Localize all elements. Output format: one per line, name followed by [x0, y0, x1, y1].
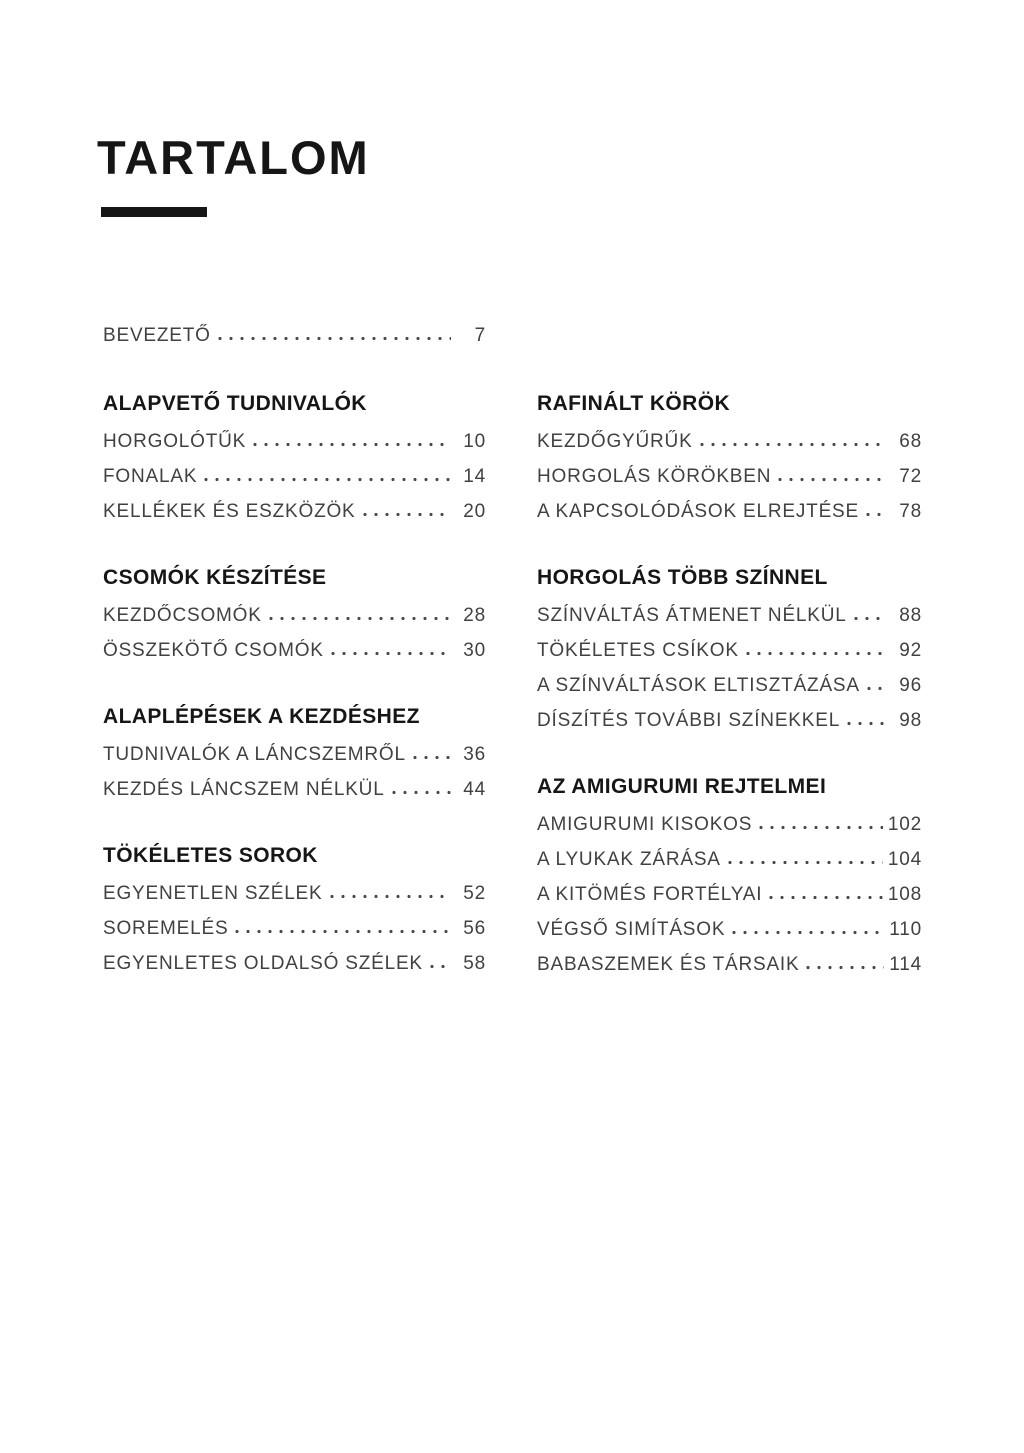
dot-leader: [700, 433, 887, 447]
entry-label: A SZÍNVÁLTÁSOK ELTISZTÁZÁSA: [537, 675, 860, 696]
toc-section: [103, 843, 486, 981]
entry-label: AMIGURUMI KISOKOS: [537, 814, 753, 835]
entry-page-number: 58: [463, 953, 486, 974]
entry-page-number: 92: [899, 640, 922, 661]
toc-column-right: [537, 391, 922, 982]
section-heading: ALAPVETŐ TUDNIVALÓK: [103, 392, 367, 415]
dot-leader: [269, 607, 451, 621]
entry-page-number: 102: [887, 814, 922, 835]
toc-entry: [103, 737, 486, 772]
title-underline-bar: [101, 207, 207, 217]
section-heading: ALAPLÉPÉSEK A KEZDÉSHEZ: [103, 705, 420, 728]
entry-label: HORGOLÁS KÖRÖKBEN: [537, 466, 772, 487]
dot-leader: [778, 468, 887, 482]
toc-entry: [537, 877, 922, 912]
dot-leader: [330, 885, 451, 899]
entry-label: TÖKÉLETES CSÍKOK: [537, 640, 739, 661]
entry-page-number: 114: [889, 954, 922, 975]
entry-label: SZÍNVÁLTÁS ÁTMENET NÉLKÜL: [537, 605, 847, 626]
section-heading: RAFINÁLT KÖRÖK: [537, 392, 731, 415]
entry-page-number: 68: [899, 431, 922, 452]
entry-page-number: 52: [463, 883, 486, 904]
entry-page-number: 14: [463, 466, 486, 487]
toc-column-left: [103, 391, 486, 981]
entry-label: KEZDÉS LÁNCSZEM NÉLKÜL: [103, 779, 385, 800]
section-heading: CSOMÓK KÉSZÍTÉSE: [103, 566, 327, 589]
entry-label: ÖSSZEKÖTŐ CSOMÓK: [103, 640, 324, 661]
entry-page-number: 10: [463, 431, 486, 452]
entry-page-number: 56: [463, 918, 486, 939]
entry-label: KEZDŐCSOMÓK: [103, 605, 262, 626]
entry-page-number: 110: [889, 919, 922, 940]
dot-leader: [769, 886, 883, 900]
dot-leader: [392, 781, 451, 795]
entry-label: KELLÉKEK ÉS ESZKÖZÖK: [103, 501, 356, 522]
entry-page-number: 104: [887, 849, 922, 870]
entry-label: EGYENLETES OLDALSÓ SZÉLEK: [103, 953, 423, 974]
toc-entry: [537, 912, 922, 947]
dot-leader: [363, 503, 451, 517]
entry-page-number: 72: [899, 466, 922, 487]
dot-leader: [331, 642, 451, 656]
entry-page-number: 88: [899, 605, 922, 626]
entry-label: A KAPCSOLÓDÁSOK ELREJTÉSE: [537, 501, 859, 522]
entry-page-number: 44: [463, 779, 486, 800]
dot-leader: [759, 816, 883, 830]
entry-page-number: 20: [463, 501, 486, 522]
toc-intro-row: [103, 318, 486, 353]
entry-label: A KITÖMÉS FORTÉLYAI: [537, 884, 763, 905]
entry-page-number: 78: [899, 501, 922, 522]
dot-leader: [854, 607, 887, 621]
toc-entry: [103, 876, 486, 911]
entry-page-number: 7: [474, 325, 486, 346]
entry-page-number: 30: [463, 640, 486, 661]
entry-label: BEVEZETŐ: [103, 325, 211, 346]
toc-section: [537, 565, 922, 738]
entry-label: A LYUKAK ZÁRÁSA: [537, 849, 721, 870]
toc-entry: [537, 459, 922, 494]
entry-label: BABASZEMEK ÉS TÁRSAIK: [537, 954, 800, 975]
toc-entry: [103, 424, 486, 459]
toc-entry: [103, 946, 486, 981]
entry-label: DÍSZÍTÉS TOVÁBBI SZÍNEKKEL: [537, 710, 841, 731]
dot-leader: [728, 851, 883, 865]
entry-label: KEZDŐGYŰRŰK: [537, 431, 693, 452]
dot-leader: [218, 327, 451, 341]
toc-entry: [103, 598, 486, 633]
section-heading: AZ AMIGURUMI REJTELMEI: [537, 775, 827, 798]
entry-label: VÉGSŐ SIMÍTÁSOK: [537, 919, 726, 940]
toc-entry: [537, 633, 922, 668]
dot-leader: [866, 503, 887, 517]
entry-label: SOREMELÉS: [103, 918, 229, 939]
entry-page-number: 98: [899, 710, 922, 731]
toc-section: [103, 391, 486, 529]
toc-section: [103, 704, 486, 807]
dot-leader: [806, 956, 884, 970]
toc-entry: [103, 633, 486, 668]
toc-entry: [537, 947, 922, 982]
toc-entry: [103, 459, 486, 494]
entry-page-number: 108: [887, 884, 922, 905]
toc-entry: [103, 318, 486, 353]
dot-leader: [732, 921, 884, 935]
dot-leader: [847, 712, 887, 726]
toc-entry: [537, 494, 922, 529]
dot-leader: [430, 955, 451, 969]
toc-section: [537, 391, 922, 529]
entry-label: HORGOLÓTŰK: [103, 431, 247, 452]
entry-label: TUDNIVALÓK A LÁNCSZEMRŐL: [103, 744, 406, 765]
dot-leader: [235, 920, 451, 934]
toc-entry: [103, 772, 486, 807]
toc-entry: [537, 424, 922, 459]
entry-page-number: 96: [899, 675, 922, 696]
entry-page-number: 28: [463, 605, 486, 626]
toc-entry: [103, 911, 486, 946]
entry-page-number: 36: [463, 744, 486, 765]
page-title: TARTALOM: [97, 131, 370, 184]
entry-label: FONALAK: [103, 466, 198, 487]
toc-entry: [537, 842, 922, 877]
section-heading: HORGOLÁS TÖBB SZÍNNEL: [537, 566, 828, 589]
toc-entry: [537, 598, 922, 633]
toc-section: [537, 774, 922, 982]
toc-section: [103, 565, 486, 668]
toc-entry: [537, 703, 922, 738]
toc-entry: [103, 494, 486, 529]
dot-leader: [746, 642, 887, 656]
section-heading: TÖKÉLETES SOROK: [103, 844, 318, 867]
toc-entry: [537, 807, 922, 842]
dot-leader: [204, 468, 451, 482]
dot-leader: [253, 433, 451, 447]
dot-leader: [413, 746, 451, 760]
entry-label: EGYENETLEN SZÉLEK: [103, 883, 323, 904]
toc-entry: [537, 668, 922, 703]
dot-leader: [867, 677, 887, 691]
